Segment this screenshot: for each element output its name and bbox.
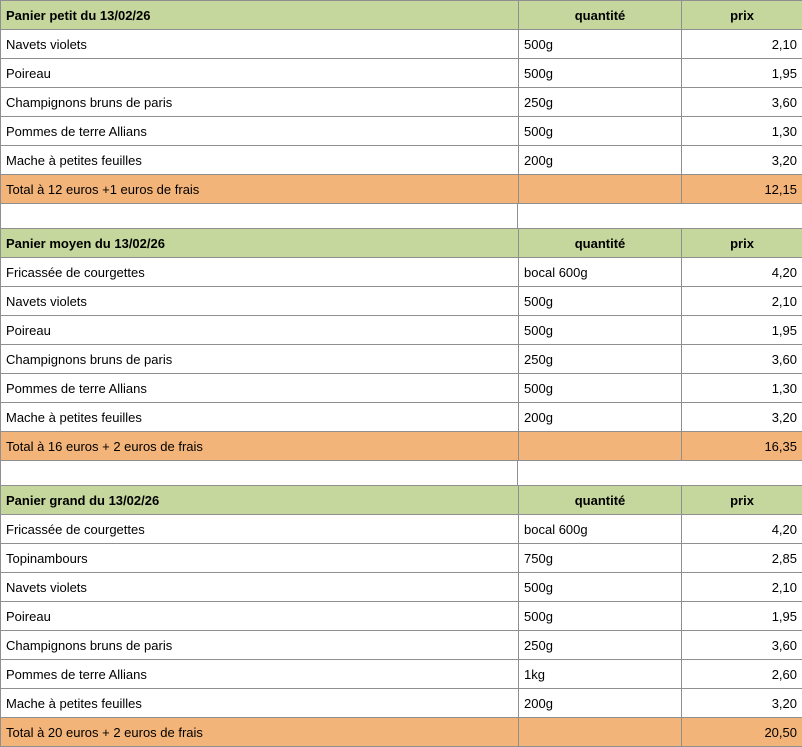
item-price: 2,10	[682, 287, 802, 316]
item-price: 3,20	[682, 403, 802, 432]
basket-title: Panier moyen du 13/02/26	[1, 229, 519, 258]
table-row	[1, 117, 802, 146]
item-quantity: 200g	[519, 403, 682, 432]
item-quantity: bocal 600g	[519, 258, 682, 287]
item-quantity: 500g	[519, 374, 682, 403]
table-row	[1, 88, 802, 117]
item-quantity: 200g	[519, 146, 682, 175]
item-price: 1,95	[682, 316, 802, 345]
item-quantity: 500g	[519, 287, 682, 316]
item-price: 2,10	[682, 30, 802, 59]
total-price: 20,50	[682, 718, 802, 747]
column-header-price: prix	[682, 229, 802, 258]
table-row	[1, 602, 802, 631]
total-label: Total à 20 euros + 2 euros de frais	[1, 718, 519, 747]
item-quantity: 500g	[519, 602, 682, 631]
item-name: Champignons bruns de paris	[1, 345, 519, 374]
basket-table-moyen	[0, 228, 802, 461]
column-header-price: prix	[682, 1, 802, 30]
item-price: 2,60	[682, 660, 802, 689]
table-row	[1, 631, 802, 660]
table-row	[1, 345, 802, 374]
item-price: 1,95	[682, 59, 802, 88]
basket-table-grand	[0, 485, 802, 747]
basket-total-row	[1, 432, 802, 461]
basket-spacer	[0, 461, 802, 485]
total-label: Total à 12 euros +1 euros de frais	[1, 175, 519, 204]
item-name: Navets violets	[1, 30, 519, 59]
table-row	[1, 515, 802, 544]
spacer-column-border	[0, 204, 518, 228]
table-row	[1, 689, 802, 718]
item-price: 4,20	[682, 515, 802, 544]
item-name: Champignons bruns de paris	[1, 631, 519, 660]
table-row	[1, 573, 802, 602]
item-name: Navets violets	[1, 287, 519, 316]
column-header-price: prix	[682, 486, 802, 515]
item-name: Mache à petites feuilles	[1, 689, 519, 718]
basket-total-row	[1, 718, 802, 747]
item-name: Mache à petites feuilles	[1, 403, 519, 432]
item-quantity: 500g	[519, 316, 682, 345]
table-row	[1, 59, 802, 88]
total-price: 12,15	[682, 175, 802, 204]
item-quantity: 250g	[519, 345, 682, 374]
table-row	[1, 146, 802, 175]
item-name: Navets violets	[1, 573, 519, 602]
item-quantity: 500g	[519, 573, 682, 602]
item-price: 3,20	[682, 146, 802, 175]
item-name: Poireau	[1, 316, 519, 345]
item-quantity: 500g	[519, 117, 682, 146]
item-name: Mache à petites feuilles	[1, 146, 519, 175]
item-quantity: 750g	[519, 544, 682, 573]
basket-table-petit	[0, 0, 802, 204]
item-price: 3,60	[682, 345, 802, 374]
table-row	[1, 287, 802, 316]
item-price: 1,30	[682, 117, 802, 146]
item-quantity: 250g	[519, 631, 682, 660]
table-row	[1, 30, 802, 59]
spacer-column-border	[0, 461, 518, 485]
table-row	[1, 374, 802, 403]
item-name: Fricassée de courgettes	[1, 258, 519, 287]
basket-total-row	[1, 175, 802, 204]
total-price: 16,35	[682, 432, 802, 461]
item-price: 1,95	[682, 602, 802, 631]
item-name: Poireau	[1, 602, 519, 631]
column-header-quantity: quantité	[519, 229, 682, 258]
item-name: Pommes de terre Allians	[1, 117, 519, 146]
item-name: Fricassée de courgettes	[1, 515, 519, 544]
basket-title: Panier grand du 13/02/26	[1, 486, 519, 515]
column-header-quantity: quantité	[519, 486, 682, 515]
basket-header-row	[1, 1, 802, 30]
item-price: 2,85	[682, 544, 802, 573]
table-row	[1, 544, 802, 573]
basket-header-row	[1, 229, 802, 258]
item-quantity: 250g	[519, 88, 682, 117]
item-price: 3,20	[682, 689, 802, 718]
basket-title: Panier petit du 13/02/26	[1, 1, 519, 30]
item-name: Poireau	[1, 59, 519, 88]
item-price: 3,60	[682, 88, 802, 117]
item-quantity: 200g	[519, 689, 682, 718]
column-header-quantity: quantité	[519, 1, 682, 30]
item-quantity: 1kg	[519, 660, 682, 689]
table-row	[1, 403, 802, 432]
item-quantity: 500g	[519, 30, 682, 59]
item-name: Pommes de terre Allians	[1, 374, 519, 403]
item-quantity: 500g	[519, 59, 682, 88]
total-quantity	[519, 718, 682, 747]
item-name: Topinambours	[1, 544, 519, 573]
table-row	[1, 316, 802, 345]
total-label: Total à 16 euros + 2 euros de frais	[1, 432, 519, 461]
item-price: 4,20	[682, 258, 802, 287]
item-price: 3,60	[682, 631, 802, 660]
total-quantity	[519, 175, 682, 204]
item-name: Champignons bruns de paris	[1, 88, 519, 117]
item-quantity: bocal 600g	[519, 515, 682, 544]
item-name: Pommes de terre Allians	[1, 660, 519, 689]
table-row	[1, 660, 802, 689]
item-price: 2,10	[682, 573, 802, 602]
basket-header-row	[1, 486, 802, 515]
table-row	[1, 258, 802, 287]
basket-spacer	[0, 204, 802, 228]
item-price: 1,30	[682, 374, 802, 403]
total-quantity	[519, 432, 682, 461]
